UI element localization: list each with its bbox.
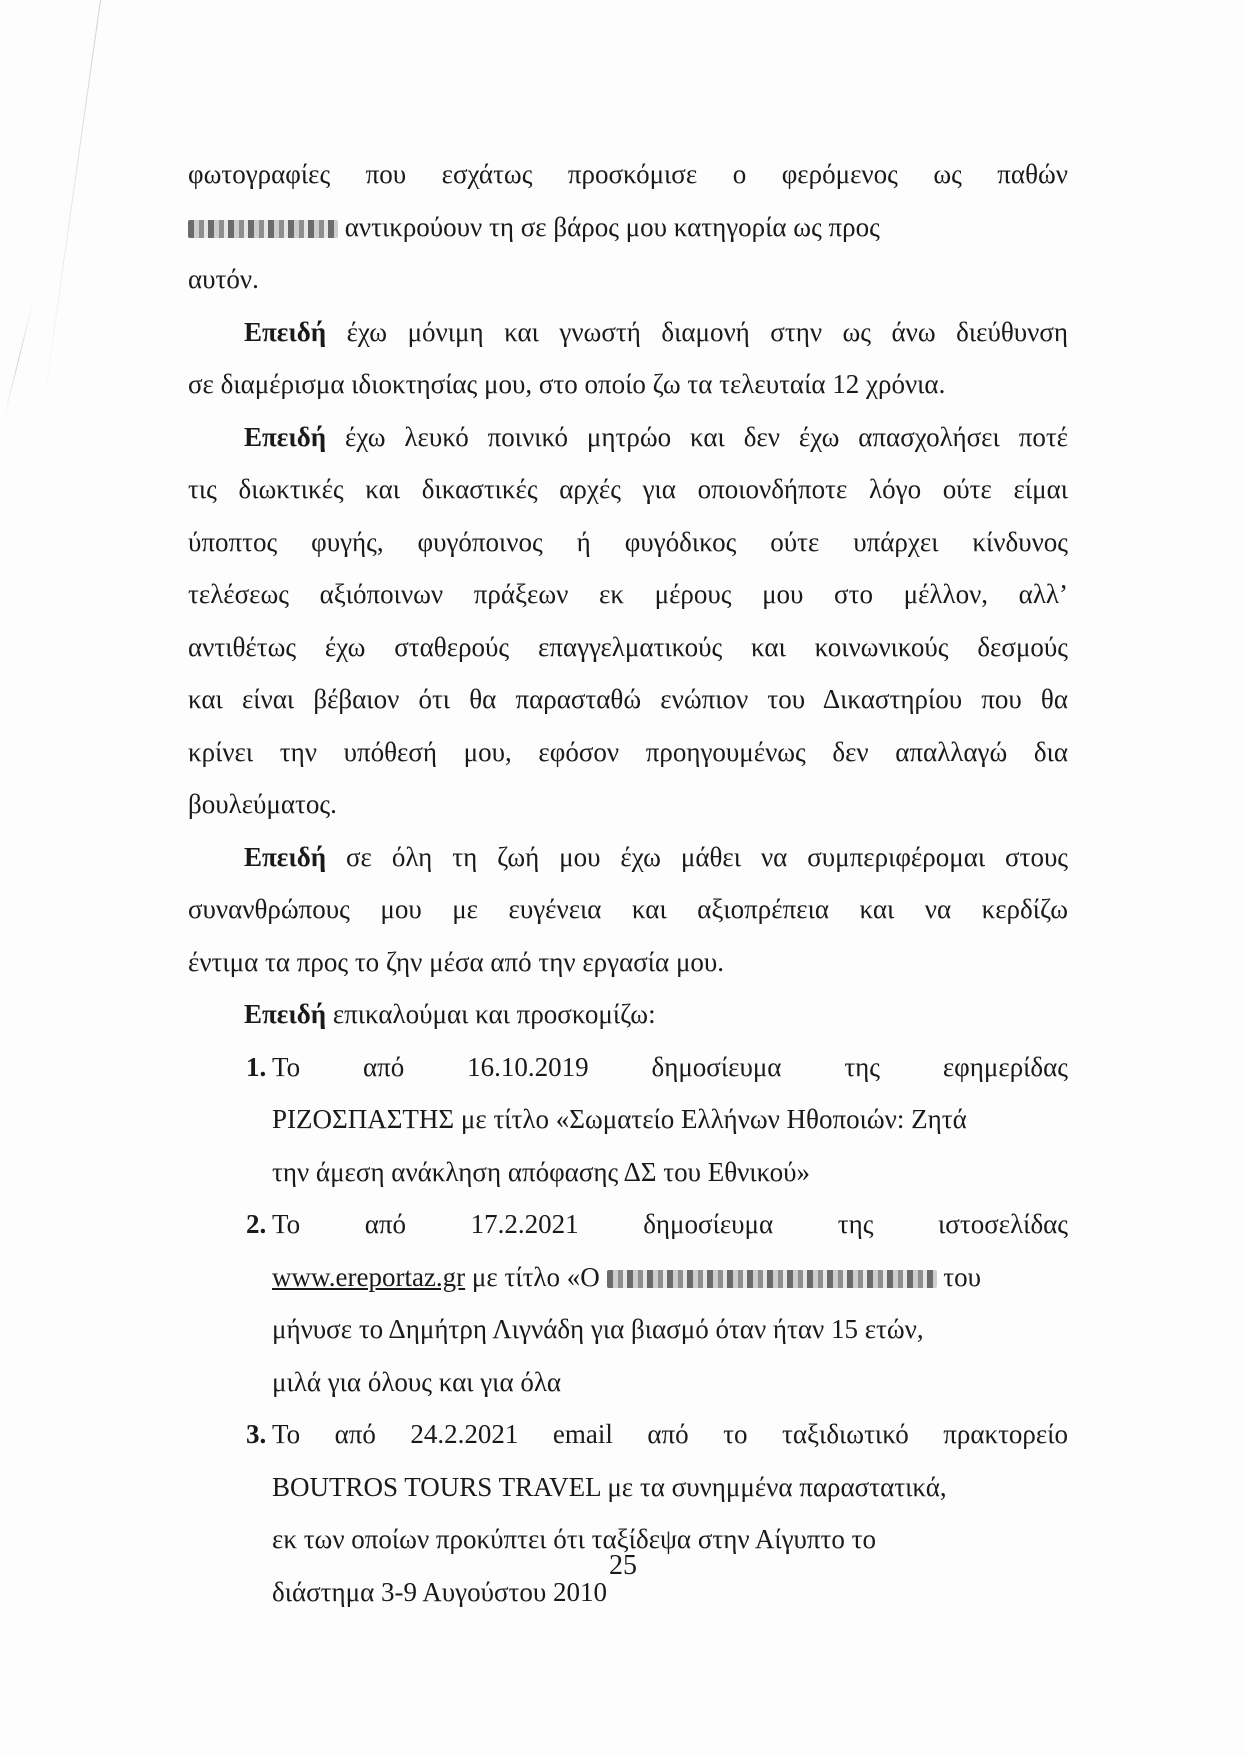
paragraph-lead: Επειδή	[244, 999, 327, 1029]
text-line: βουλεύματος.	[188, 789, 337, 819]
text-fragment: Το από 16.10.2019 δημοσίευμα της εφημερίδας	[272, 1051, 1068, 1082]
text-fragment: Το από 17.2.2021 δημοσίευμα της ιστοσελίδας	[272, 1209, 1068, 1239]
list-number: 1.	[246, 1051, 267, 1082]
text-line: την άμεση ανάκληση απόφασης ΔΣ του Εθνικού»	[272, 1156, 811, 1187]
text-fragment: σε όλη τη ζωή μου έχω μάθει να συμπεριφέρομαι στους	[346, 841, 1069, 872]
list-item	[188, 1041, 1068, 1094]
paragraph-lead: Επειδή	[244, 316, 327, 347]
list-number: 3.	[246, 1419, 267, 1449]
list-item	[188, 1198, 1068, 1251]
redacted-name	[188, 220, 338, 238]
text-fragment: έχω μόνιμη και γνωστή διαμονή στην ως άνω διεύθυνση	[346, 316, 1069, 347]
text-line: εκ των οποίων προκύπτει ότι ταξίδεψα στην Αίγυπτο το	[272, 1524, 876, 1554]
list-item	[188, 1408, 1068, 1461]
text-line: αυτόν.	[188, 264, 259, 294]
text-line: συνανθρώπους μου με ευγένεια και αξιοπρέπεια και να κερδίζω	[188, 894, 1068, 924]
text-line: τελέσεως αξιόποινων πράξεων εκ μέρους μου στο μέλλον, αλλ’	[188, 579, 1068, 609]
page-number: 25	[609, 1550, 637, 1581]
text-fragment: αντικρούουν τη σε βάρος μου κατηγορία ως προς	[344, 211, 880, 242]
text-line	[188, 988, 1068, 1041]
text-fragment: επικαλούμαι και προσκομίζω:	[332, 999, 656, 1029]
text-fragment: του	[943, 1261, 981, 1292]
scan-fold-mark	[3, 302, 33, 419]
text-line: μήνυσε το Δημήτρη Λιγνάδη για βιασμό όταν ήταν 15 ετών,	[272, 1314, 924, 1344]
text-line: και είναι βέβαιον ότι θα παρασταθώ ενώπιον του Δικαστηρίου που θα	[188, 684, 1068, 714]
text-fragment: έχω λευκό ποινικό μητρώο και δεν έχω απασχολήσει ποτέ	[344, 421, 1069, 452]
text-fragment: με τίτλο «Ο	[471, 1261, 600, 1292]
scan-fold-mark	[42, 0, 101, 416]
text-line: BOUTROS TOURS TRAVEL με τα συνημμένα παραστατικά,	[272, 1471, 947, 1502]
text-line: αντιθέτως έχω σταθερούς επαγγελματικούς και κοινωνικούς δεσμούς	[188, 631, 1068, 662]
text-line: τις διωκτικές και δικαστικές αρχές για οποιονδήποτε λόγο ούτε είμαι	[188, 474, 1068, 504]
text-line: μιλά για όλους και για όλα	[272, 1366, 562, 1397]
paragraph-lead: Επειδή	[244, 841, 327, 872]
text-line: ΡΙΖΟΣΠΑΣΤΗΣ με τίτλο «Σωματείο Ελλήνων Ηθοποιών: Ζητά	[272, 1104, 967, 1134]
redacted-name	[607, 1270, 937, 1288]
list-number: 2.	[246, 1209, 267, 1239]
text-line	[188, 201, 1068, 254]
text-line	[188, 1251, 1068, 1304]
text-fragment: Το από 24.2.2021 email από το ταξιδιωτικό πρακτορείο	[272, 1419, 1068, 1449]
text-line: διάστημα 3-9 Αυγούστου 2010	[272, 1576, 607, 1607]
text-line	[188, 411, 1068, 464]
text-line: κρίνει την υπόθεσή μου, εφόσον προηγουμένως δεν απαλλαγώ δια	[188, 736, 1068, 767]
text-line: σε διαμέρισμα ιδιοκτησίας μου, στο οποίο ζω τα τελευταία 12 χρόνια.	[188, 369, 946, 399]
paragraph-lead: Επειδή	[244, 421, 327, 452]
website-link[interactable]: www.ereportaz.gr	[272, 1261, 466, 1292]
document-body	[188, 148, 1068, 1618]
text-line: φωτογραφίες που εσχάτως προσκόμισε ο φερόμενος ως παθών	[188, 159, 1068, 189]
text-line: ύποπτος φυγής, φυγόποινος ή φυγόδικος ούτε υπάρχει κίνδυνος	[188, 526, 1068, 557]
text-line: έντιμα τα προς το ζην μέσα από την εργασία μου.	[188, 946, 725, 977]
text-line	[188, 306, 1068, 359]
text-line	[188, 831, 1068, 884]
